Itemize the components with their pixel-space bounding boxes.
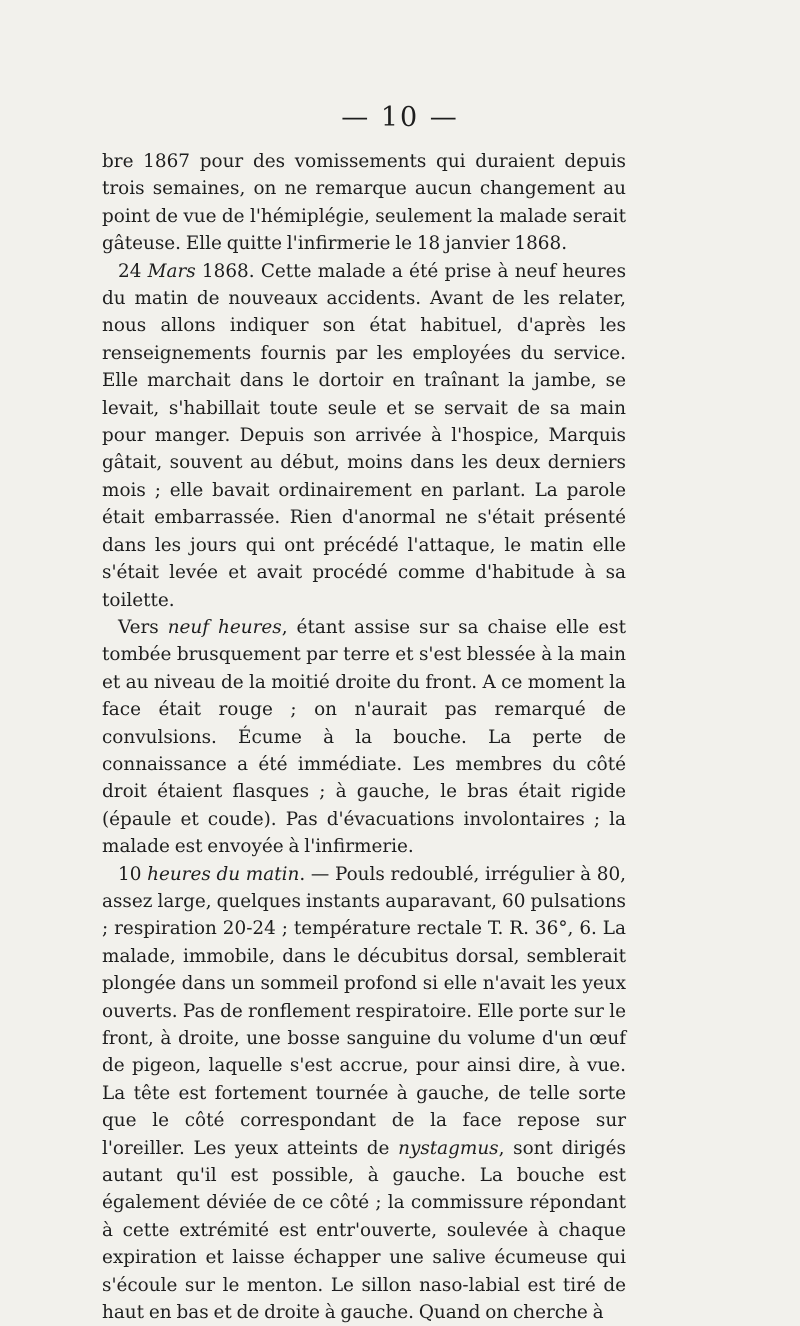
body-text <box>102 148 626 1326</box>
text-segment-italic: Mars <box>147 260 196 282</box>
text-segment-italic: heures du matin <box>147 863 300 885</box>
text-segment: 1868. Cette malade a été prise à neuf heures du matin de nouveaux accidents. Avant de les relater, nous allons indiquer son état habituel, d'après les renseignements fournis par les employées du service. Elle marchait dans le dortoir en traînant la jambe, se levait, s'habillait toute seule et se servait de sa main pour manger. Depuis son arrivée à l'hospice, Marquis gâtait, souvent au début, moins dans les deux derniers mois ; elle bavait ordinairement en parlant. La parole était embarrassée. Rien d'anormal ne s'était présenté dans les jours qui ont précédé l'attaque, le matin elle s'était levée et avait procédé comme d'habitude à sa toilette. <box>102 260 627 611</box>
text-segment: 10 <box>118 863 148 885</box>
paragraph-continuation <box>102 148 626 258</box>
text-segment: bre 1867 pour des vomissements qui duraient depuis trois semaines, on ne remarque aucun changement au point de vue de l'hémiplégie, seulement la malade serait gâteuse. Elle quitte l'infirmerie le 18 janvier 1868. <box>102 151 626 255</box>
page-number: — 10 — <box>341 102 459 133</box>
paragraph-24-mars <box>102 258 626 614</box>
text-segment: . — Pouls redoublé, irrégulier à 80, assez large, quelques instants auparavant, 60 pulsations ; respiration 20-24 ; température rectale T. R. 36°, 6. La malade, immobile, dans le décubitus dorsal, semblerait plongée dans un sommeil profond si elle n'avait les yeux ouverts. Pas de ronflement respiratoire. Elle porte sur le front, à droite, une bosse sanguine du volume d'un œuf de pigeon, laquelle s'est accrue, pour ainsi dire, à vue. La tête est fortement tournée à gauche, de telle sorte que le côté correspondant de la face repose sur l'oreiller. Les yeux atteints de <box>102 863 627 1159</box>
text-segment: Vers <box>118 616 168 638</box>
text-segment: 24 <box>118 260 148 282</box>
text-segment-italic: nystagmus <box>398 1137 499 1159</box>
text-segment: , étant assise sur sa chaise elle est tombée brusquement par terre et s'est blessée à la main et au niveau de la moitié droite du front. A ce moment la face était rouge ; on n'aurait pas remarqué de convulsions. Écume à la bouche. La perte de connaissance a été immédiate. Les membres du côté droit étaient flasques ; à gauche, le bras était rigide (épaule et coude). Pas d'évacuations involontaires ; la malade est envoyée à l'infirmerie. <box>102 616 626 858</box>
paragraph-10-heures <box>102 861 626 1326</box>
text-segment-italic: neuf heures <box>167 616 282 638</box>
text-segment: , sont dirigés autant qu'il est possible, à gauche. La bouche est également déviée de ce côté ; la commissure répondant à cette extrémité est entr'ouverte, soulevée à chaque expiration et laisse échapper une salive écumeuse qui s'écoule sur le menton. Le sillon naso-labial est tiré de haut en bas et de droite à gauche. Quand on cherche à <box>102 1137 626 1324</box>
paragraph-neuf-heures <box>102 614 626 861</box>
